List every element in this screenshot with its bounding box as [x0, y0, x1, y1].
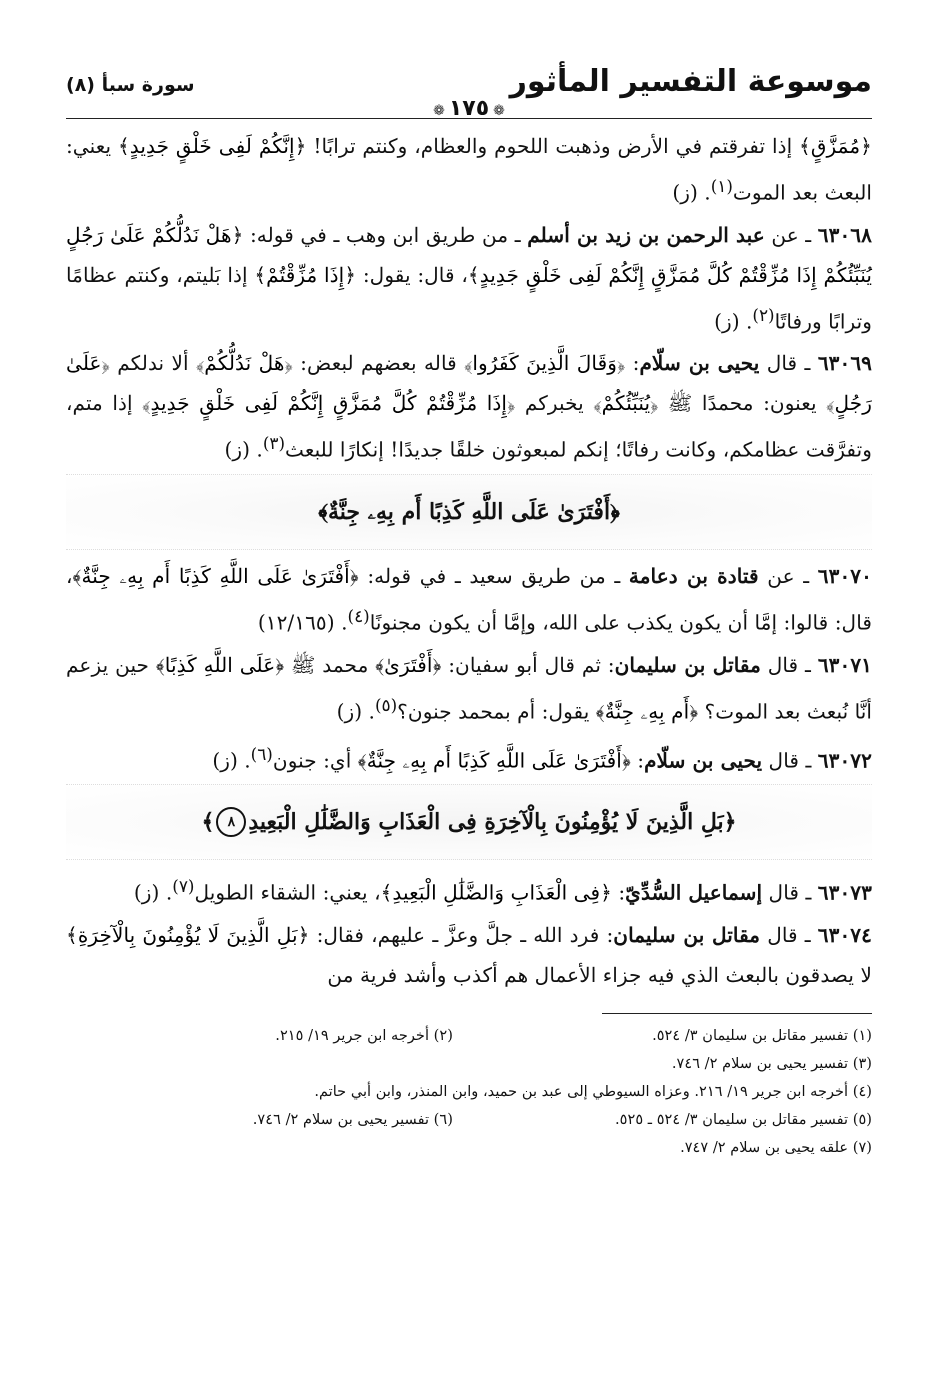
- footnote-7: (٧) علقه يحيى بن سلام ٢/ ٧٤٧.: [680, 1139, 872, 1157]
- text: ـ قال: [760, 652, 818, 677]
- text: محمد ﷺ: [284, 652, 376, 677]
- footnote-ref: (٢): [752, 304, 775, 325]
- narrator-name: مقاتل بن سليمان: [613, 923, 761, 948]
- text: ـ قال: [762, 748, 818, 773]
- ornament-icon: ❁: [433, 103, 445, 119]
- text: يخبركم: [515, 391, 594, 416]
- text: إذا بَليتم، وكنتم عظامًا وترابًا ورفاتًا: [66, 262, 872, 334]
- footnote-ref: (٤): [347, 606, 370, 627]
- footnote-4: (٤) أخرجه ابن جرير ١٩/ ٢١٦. وعزاه السيوطي إلى عبد بن حميد، وابن المنذر، وابن أبي حاتم.: [314, 1083, 872, 1101]
- quran-quote: ﴿مُمَزَّقٍ﴾: [799, 134, 872, 158]
- text: : فرد الله ـ جلَّ وعزَّ ـ عليهم، فقال:: [309, 923, 614, 948]
- source-tag: . (ز): [212, 748, 251, 773]
- quran-quote: ﴿هَلْ نَدُلُّكُمْ عَلَىٰ رَجُلٍ يُنَبِّئُكُمْ إِذَا مُزِّقْتُمْ كُلَّ مُمَزَّقٍ إِنَّكُمْ لَفِى خَلْقٍ جَدِيدٍ﴾: [66, 222, 872, 287]
- narration-number: ٦٣٠٧٢: [817, 748, 872, 773]
- text: ـ من طريق ابن وهب ـ في قوله:: [243, 222, 528, 247]
- book-title: موسوعة التفسير المأثور: [509, 64, 872, 99]
- narrator-name: يحيى بن سلّام: [639, 351, 760, 376]
- text: :: [625, 351, 640, 376]
- quran-quote: ﴿أَفْتَرَىٰ عَلَى اللَّهِ كَذِبًا أَم بِهِۦ جِنَّةٌ﴾: [357, 748, 631, 773]
- text: ـ عن: [758, 564, 818, 589]
- footnote-row: [66, 1106, 872, 1134]
- footnote-1: (١) تفسير مقاتل بن سليمان ٣/ ٥٢٤.: [652, 1027, 872, 1045]
- narration-number: ٦٣٠٧٠: [817, 564, 872, 589]
- narrator-name: يحيى بن سلّام: [644, 748, 763, 773]
- narration-63073: [66, 866, 872, 913]
- text: أي: جنون: [272, 748, 358, 773]
- text: إذا تفرقتم في الأرض وذهبت اللحوم والعظام، وكنتم ترابًا!: [306, 134, 800, 158]
- source-tag: . (ز): [672, 180, 711, 205]
- header-rule: [66, 118, 872, 119]
- narration-63070: [66, 556, 872, 643]
- quran-quote: ﴿إِنَّكُمْ لَفِى خَلْقٍ جَدِيدٍ﴾: [117, 134, 307, 158]
- verse-text: ﴿بَلِ الَّذِينَ لَا يُؤْمِنُونَ بِالْآخِرَةِ فِى الْعَذَابِ وَالضَّلَٰلِ الْبَعِيدِ: [248, 809, 737, 836]
- verse-close: ﴾: [201, 809, 215, 836]
- text: ، قال: قالوا: إمَّا أن يكون يكذب على الله، وإمَّا أن يكون مجنونًا: [66, 564, 872, 635]
- text: ـ من طريق سعيد ـ في قوله:: [358, 564, 629, 589]
- footnote-ref: (١): [710, 176, 733, 196]
- narration-number: ٦٣٠٧١: [817, 652, 873, 677]
- verse-text: ﴿أَفْتَرَىٰ عَلَى اللَّهِ كَذِبًا أَم بِهِۦ جِنَّةٌ﴾: [318, 499, 620, 526]
- ayah-number-badge: ٨: [216, 807, 246, 837]
- text: :: [611, 881, 626, 906]
- text: لا يصدقون بالبعث الذي فيه جزاء الأعمال هم أكذب وأشد فرية من: [327, 963, 872, 988]
- text: ـ قال: [759, 351, 818, 376]
- footnote-ref: (٣): [262, 433, 286, 454]
- quran-quote: ﴿إِذَا مُزِّقْتُمْ كُلَّ مُمَزَّقٍ إِنَّكُمْ لَفِى خَلْقٍ جَدِيدٍ﴾: [142, 391, 516, 416]
- page: [66, 60, 872, 1348]
- footnotes: [66, 1022, 872, 1162]
- footnote-ref: (٦): [250, 743, 273, 764]
- text: يقول: أم بمحمد جنون؟: [397, 699, 596, 724]
- text: إذا متم، وتفرَّقت عظامكم، وكانت رفاتًا؛ إنكم لمبعوثون خلقًا جديدًا! إنكارًا للبعث: [66, 391, 872, 463]
- page-number: ١٧٥: [448, 96, 490, 121]
- text: ، قال: يقول:: [356, 262, 468, 287]
- narration-number: ٦٣٠٧٣: [817, 881, 872, 906]
- ornament-icon: ❁: [493, 103, 505, 119]
- quran-quote: ﴿بَلِ الَّذِينَ لَا يُؤْمِنُونَ بِالْآخِرَةِ﴾: [66, 923, 310, 948]
- footnote-3: (٣) تفسير يحيى بن سلام ٢/ ٧٤٦.: [671, 1055, 872, 1073]
- footnote-6: (٦) تفسير يحيى بن سلام ٢/ ٧٤٦.: [252, 1111, 453, 1129]
- narration-number: ٦٣٠٦٩: [817, 351, 873, 376]
- verse-banner: [66, 474, 872, 550]
- text: يعنون: محمدًا ﷺ: [658, 391, 827, 416]
- source-tag: . (ز): [224, 438, 263, 463]
- text: ـ قال: [760, 923, 818, 948]
- footnote-5: (٥) تفسير مقاتل بن سليمان ٣/ ٥٢٤ ـ ٥٢٥.: [615, 1111, 872, 1129]
- source-tag: . (ز): [133, 881, 173, 906]
- narration-63069: [66, 343, 872, 470]
- narrator-name: مقاتل بن سليمان: [614, 652, 761, 677]
- paragraph: [66, 126, 872, 213]
- text: قاله بعضهم لبعض:: [292, 351, 465, 376]
- surah-label: سورة سبأ (٨): [66, 74, 195, 96]
- narration-number: ٦٣٠٦٨: [817, 222, 872, 247]
- footnote-ref: (٧): [172, 876, 195, 897]
- narrator-name: قتادة بن دعامة: [628, 564, 759, 589]
- quran-quote: ﴿عَلَى اللَّهِ كَذِبًا﴾: [155, 652, 285, 677]
- quran-quote: ﴿هَلْ نَدُلُّكُمْ﴾: [195, 351, 293, 376]
- text: ألا ندلكم: [109, 351, 196, 376]
- text: ـ قال: [762, 881, 818, 906]
- verse-banner: [66, 784, 872, 860]
- text: يعني: البعث بعد الموت: [66, 134, 872, 205]
- narration-63072: [66, 734, 872, 781]
- quran-quote: ﴿فِى الْعَذَابِ وَالضَّلَٰلِ الْبَعِيدِ﴾: [380, 881, 612, 906]
- text: :: [630, 748, 645, 773]
- text: : ثم قال أبو سفيان:: [441, 652, 615, 677]
- narrator-name: عبد الرحمن بن زيد بن أسلم: [527, 222, 765, 247]
- footnote-row: [66, 1022, 872, 1050]
- narration-63068: [66, 215, 872, 342]
- page-header: [66, 60, 872, 126]
- quran-quote: ﴿يُنَبِّئُكُمْ﴾: [593, 391, 659, 416]
- narrator-name: إسماعيل السُّدِّيّ: [625, 881, 763, 906]
- quran-quote: ﴿أَم بِهِۦ جِنَّةٌ﴾: [595, 699, 699, 724]
- quran-quote: ﴿إِذَا مُزِّقْتُمْ﴾: [254, 262, 357, 287]
- quran-quote: ﴿عَلَىٰ رَجُلٍ﴾: [66, 351, 872, 416]
- source-tag: . (ز): [714, 309, 753, 334]
- source-tag: . (ز): [336, 699, 375, 724]
- footnote-2: (٢) أخرجه ابن جرير ١٩/ ٢١٥.: [275, 1027, 453, 1045]
- text: ، يعني: الشقاء الطويل: [194, 881, 381, 906]
- source-tag: . (١٢/١٦٥): [257, 610, 348, 635]
- narration-63071: [66, 645, 872, 732]
- narration-number: ٦٣٠٧٤: [817, 923, 872, 948]
- quran-quote: ﴿أَفْتَرَىٰ عَلَى اللَّهِ كَذِبًا أَم بِهِۦ جِنَّةٌ﴾: [72, 564, 359, 589]
- footnote-ref: (٥): [374, 694, 398, 715]
- footnote-rule: [602, 1013, 872, 1014]
- quran-quote: ﴿أَفْتَرَىٰ﴾: [375, 652, 442, 677]
- narration-63074: [66, 915, 872, 995]
- quran-quote: ﴿وَقَالَ الَّذِينَ كَفَرُوا﴾: [464, 351, 626, 376]
- text: ـ عن: [764, 222, 818, 247]
- text: حين يزعم أنَّا نُبعث بعد الموت؟: [66, 652, 872, 724]
